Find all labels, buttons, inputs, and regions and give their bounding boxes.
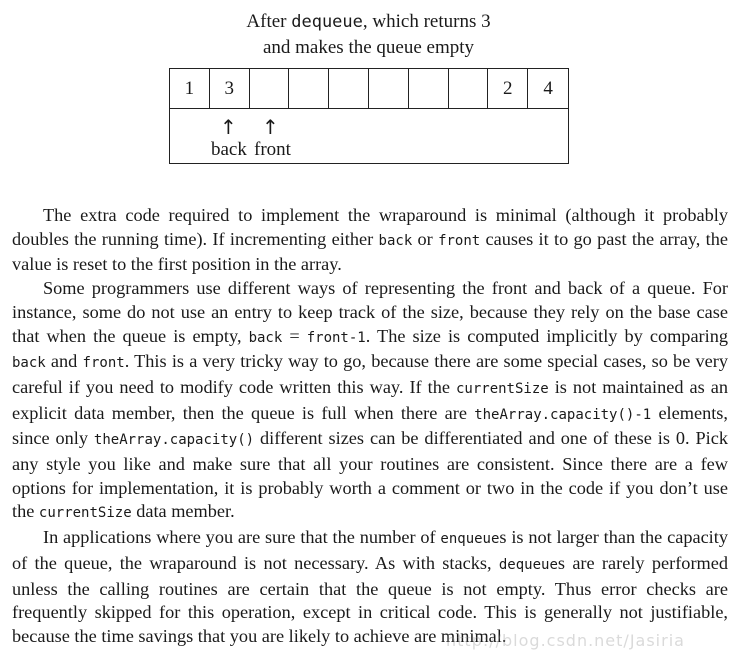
array-cell: 1: [170, 69, 210, 108]
array-cell: [250, 69, 290, 108]
caption-suffix: , which returns 3: [362, 11, 491, 32]
array-cell: 3: [210, 69, 250, 108]
queue-diagram: [169, 68, 569, 164]
inline-code: back: [248, 329, 283, 346]
inline-code: dequeue: [498, 556, 558, 573]
inline-code: theArray.capacity(): [93, 432, 255, 449]
inline-code: currentSize: [455, 380, 549, 397]
array-cell: [329, 69, 369, 108]
body-text: [12, 204, 728, 649]
array-cell: 4: [543, 77, 553, 99]
figure-caption-line-1: [0, 10, 737, 34]
paragraph: The extra code required to implement the wraparound is minimal (although it probably doubles the running time). If incrementing either back or front causes it to go past the array, the value is reset to the first position in the array.: [12, 205, 728, 275]
inline-code: theArray.capacity()-1: [474, 406, 652, 423]
back-pointer-arrow-icon: ↑: [220, 115, 237, 139]
inline-code: back: [12, 355, 46, 372]
caption-prefix: After: [246, 11, 287, 32]
inline-code: enqueue: [440, 531, 500, 548]
inline-code: front: [438, 232, 481, 249]
inline-code: front: [82, 355, 125, 372]
watermark: http://blog.csdn.net/Jasiria: [446, 631, 685, 650]
inline-code: front-1: [306, 329, 366, 346]
array-cell: 2: [488, 69, 528, 108]
array-cell: [369, 69, 409, 108]
queue-figure: [0, 0, 737, 180]
inline-code: currentSize: [38, 505, 132, 522]
front-pointer-arrow-icon: ↑: [262, 115, 279, 139]
array-cells: [170, 69, 568, 109]
array-cell: [409, 69, 449, 108]
paragraph: Some programmers use different ways of representing the front and back of a queue. For instance, some do not use an entry to keep track of the size, because they rely on the base case that when the queue is empty, back = front-1. The size is computed implicitly by comparing back and front. This is a very tricky way to go, because there are some special cases, so be very careful if you need to modify code written this way. If the currentSize is not maintained as an explicit data member, then the queue is full when there are theArray.capacity()-1 elements, since only theArray.capacity() different sizes can be differentiated and one of these is 0. Pick any style you like and make sure that all your routines are consistent. Since there are a few options for implementation, it is probably worth a comment or two in the code if you don’t use the currentSize data member.: [12, 278, 729, 522]
front-label: front: [254, 139, 291, 160]
array-cell: [289, 69, 329, 108]
caption-code: dequeue: [291, 12, 363, 32]
paragraph: In applications where you are sure that the number of enqueues is not larger than the capacity of the queue, the wraparound is not necessary. As with stacks, dequeues are rarely performed unless the calling routines are certain that the queue is not empty. Thus error checks are frequently skipped for this operation, except in critical code. This is generally not justifiable, because the time savings that you are likely to achieve are minimal.: [12, 527, 729, 646]
back-label: back: [211, 139, 247, 160]
figure-caption-line-2: and makes the queue empty: [262, 37, 475, 58]
inline-code: back: [378, 232, 413, 249]
array-cell: [449, 69, 489, 108]
